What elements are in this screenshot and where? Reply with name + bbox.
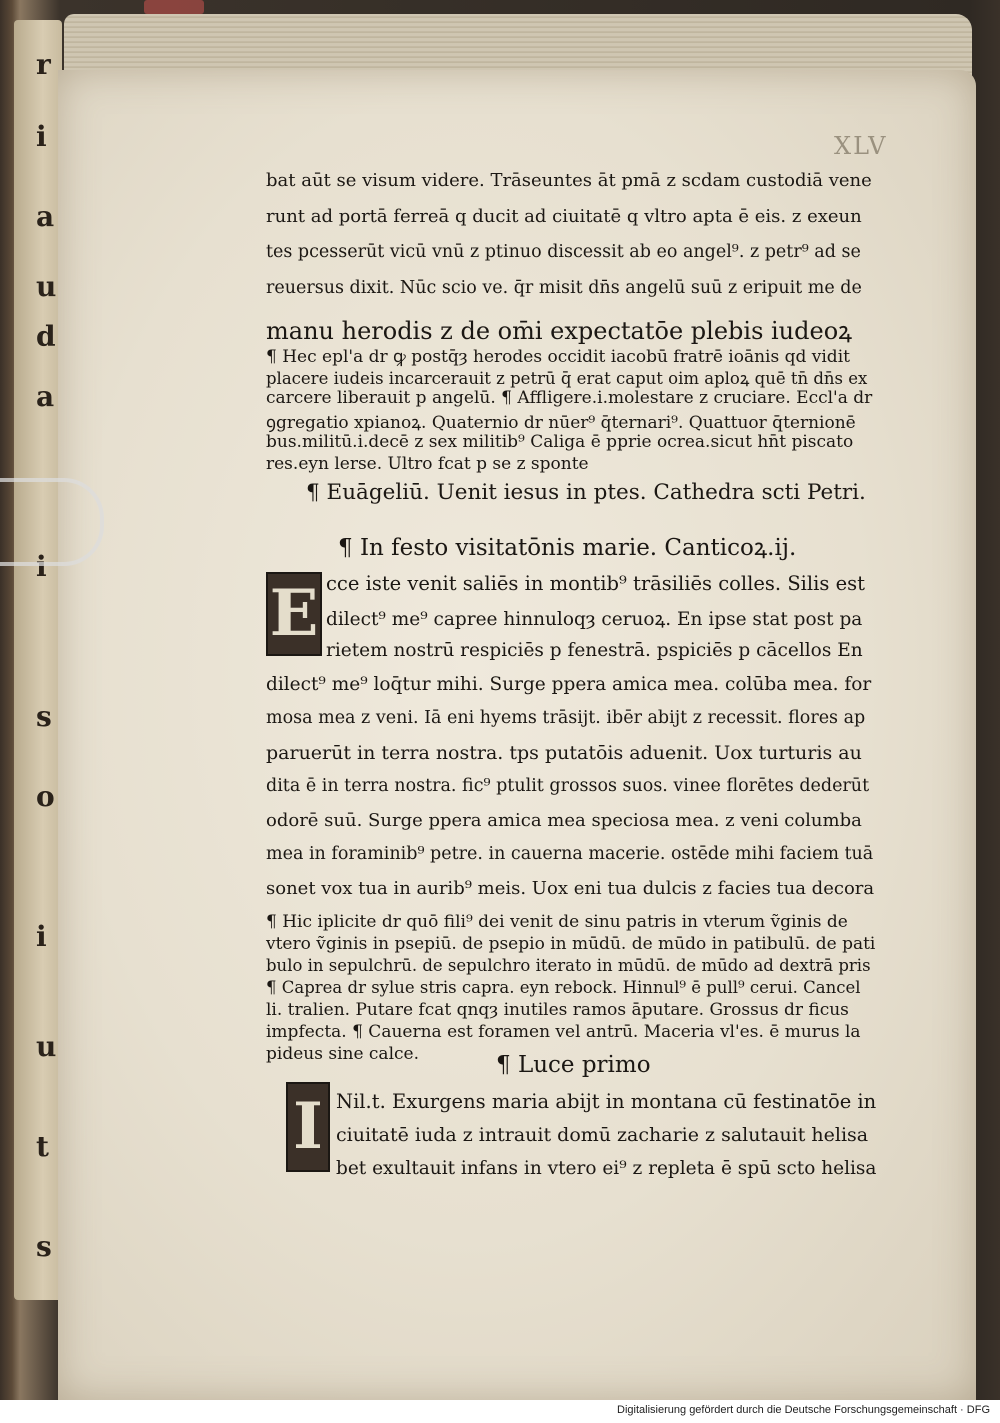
gloss-line: carcere liberauit p angelū. ¶ Affligere.i.molestare z cruciare. Eccl'a dr — [266, 388, 873, 408]
gloss-line: ¶ Caprea dr sylue stris capra. eyn rebock. Hinnul⁹ ē pull⁹ cerui. Cancel — [266, 978, 861, 997]
section-heading: ¶ In festo visitatōnis marie. Canticoꝝ.ij. — [338, 535, 797, 561]
text-line: dita ē in terra nostra. fic⁹ ptulit grossos suos. vinee florētes dederūt — [266, 776, 870, 796]
gloss-line: vtero ṽginis in psepiū. de psepio in mūdū. de mūdo in patibulū. de pati — [266, 934, 876, 954]
decorated-initial: I — [286, 1082, 330, 1172]
text-line: rietem nostrū respiciēs p fenestrā. pspiciēs p cācellos En — [326, 640, 863, 661]
paper-clip — [0, 478, 104, 566]
text-line: paruerūt in terra nostra. tps putatōis aduenit. Uox turturis au — [266, 742, 862, 764]
footer-credit: Digitalisierung gefördert durch die Deutsche Forschungsgemeinschaft · DFG — [617, 1404, 990, 1416]
text-block — [266, 0, 876, 1400]
text-line: bat aūt se visum videre. Trāseuntes āt pmā z scdam custodiā vene — [266, 170, 872, 191]
red-rubric-fragment — [144, 0, 204, 14]
text-line: mosa mea z veni. Iā eni hyems trāsijt. ibēr abijt z recessit. flores ap — [266, 708, 866, 728]
gloss-line: bus.militū.i.decē z sex militib⁹ Caliga ē pprie ocrea.sicut hn̄t piscato — [266, 432, 854, 452]
strip-letter: s — [36, 700, 52, 733]
gloss-line: ꝯgregatio xpianoꝝ. Quaternio dr nūer⁹ q̄ternari⁹. Quattuor q̄ternionē — [266, 413, 856, 433]
strip-letter: r — [36, 48, 51, 81]
strip-letter: i — [36, 920, 47, 953]
strip-letter: u — [36, 1030, 57, 1063]
text-line: tes pcesserūt vicū vnū z ptinuo discessit ab eo angel⁹. z petr⁹ ad se — [266, 242, 861, 262]
strip-letter: t — [36, 1130, 49, 1163]
text-line: mea in foraminib⁹ petre. in cauerna macerie. ostēde mihi faciem tuā — [266, 844, 874, 864]
section-heading: ¶ Luce primo — [496, 1052, 651, 1078]
gloss-line: li. tralien. Putare fcat qnqȝ inutiles ramos āputare. Grossus dr ficus — [266, 1000, 849, 1020]
text-line: reuersus dixit. Nūc scio ve. q̄r misit dn̄s angelū suū z eripuit me de — [266, 278, 862, 298]
gloss-line: ¶ Hec epl'a dr ꝙ postq̄ȝ herodes occidit iacobū fratrē ioānis qd vidit — [266, 347, 850, 367]
text-line: sonet vox tua in aurib⁹ meis. Uox eni tua dulcis z facies tua decora — [266, 878, 875, 899]
strip-letter: s — [36, 1230, 52, 1263]
text-line: manu herodis z de om̄i expectatōe plebis iudeoꝝ — [266, 317, 853, 345]
gloss-line: bulo in sepulchrū. de sepulchro iterato in mūdū. de mūdo ad dextrā pris — [266, 956, 871, 975]
section-heading: ¶ Euāgeliū. Uenit iesus in ptes. Cathedra scti Petri. — [306, 480, 866, 505]
text-line: runt ad portā ferreā q ducit ad ciuitatē q vltro apta ē eis. z exeun — [266, 206, 862, 227]
gloss-line: pideus sine calce. — [266, 1044, 419, 1064]
strip-letter: a — [36, 380, 55, 413]
text-line: odorē suū. Surge ppera amica mea speciosa mea. z veni columba — [266, 810, 862, 831]
gloss-line: placere iudeis incarcerauit z petrū q̄ erat caput oim aploꝝ quē tn̄ dn̄s ex — [266, 369, 868, 388]
text-line: dilect⁹ me⁹ loq̄tur mihi. Surge ppera amica mea. colūba mea. for — [266, 674, 872, 695]
text-line: Nil.t. Exurgens maria abijt in montana cū festinatōe in — [336, 1090, 877, 1113]
binding-strip — [14, 20, 62, 1300]
strip-letter: u — [36, 270, 57, 303]
strip-letter: a — [36, 200, 55, 233]
folio-number: XLV — [834, 132, 888, 160]
text-line: cce iste venit saliēs in montib⁹ trāsiliēs colles. Silis est — [326, 572, 865, 595]
footer-bar — [0, 1400, 1000, 1423]
strip-letter: i — [36, 550, 47, 583]
gloss-line: ¶ Hic iplicite dr quō fili⁹ dei venit de sinu patris in vterum ṽginis de — [266, 912, 848, 932]
strip-letter: d — [36, 320, 56, 353]
decorated-initial: E — [266, 572, 322, 656]
strip-letter: i — [36, 120, 47, 153]
text-line: ciuitatē iuda z intrauit domū zacharie z salutauit helisa — [336, 1124, 869, 1146]
gloss-line: impfecta. ¶ Cauerna est foramen vel antrū. Maceria vl'es. ē murus la — [266, 1022, 861, 1042]
gloss-line: res.eyn lerse. Ultro fcat p se z sponte — [266, 454, 589, 474]
strip-letter: o — [36, 780, 55, 813]
text-line: bet exultauit infans in vtero ei⁹ z repleta ē spū scto helisa — [336, 1158, 877, 1179]
text-line: dilect⁹ me⁹ capree hinnuloqȝ ceruoꝝ. En ipse stat post pa — [326, 609, 863, 630]
